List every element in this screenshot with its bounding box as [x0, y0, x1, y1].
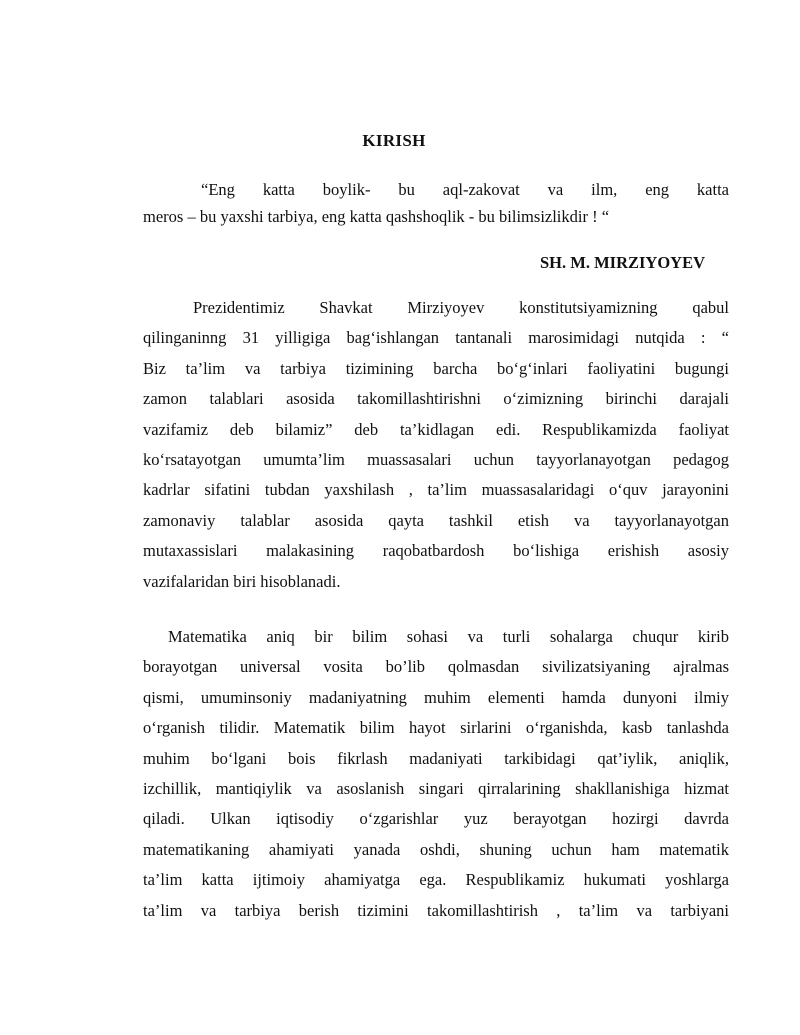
epigraph-line-2: meros – bu yaxshi tarbiya, eng katta qashshoqlik - bu bilimsizlikdir ! “: [143, 207, 610, 226]
paragraph-line: zamonaviy talablar asosida qayta tashkil etish va tayyorlanayotgan: [143, 510, 729, 530]
paragraph-2: [143, 622, 729, 926]
paragraph-line: ta’lim katta ijtimoiy ahamiyatga ega. Respublikamiz hukumati yoshlarga: [143, 870, 729, 890]
paragraph-line: zamon talablari asosida takomillashtirishni o‘zimizning birinchi darajali: [143, 389, 729, 409]
paragraph-line: mutaxassislari malakasining raqobatbardosh bo‘lishiga erishish asosiy: [143, 541, 729, 561]
epigraph-quote: [143, 176, 729, 230]
paragraph-line: Prezidentimiz Shavkat Mirziyoyev konstitutsiyamizning qabul: [193, 298, 729, 317]
paragraph-line: vazifalaridan biri hisoblanadi.: [143, 571, 341, 591]
paragraph-line: matematikaning ahamiyati yanada oshdi, shuning uchun ham matematik: [143, 839, 729, 859]
paragraph-line: muhim bo‘lgani bois fikrlash madaniyati tarkibidagi qat’iylik, aniqlik,: [143, 748, 729, 768]
paragraph-line: ko‘rsatayotgan umumta’lim muassasalari uchun tayyorlanayotgan pedagog: [143, 449, 729, 469]
paragraph-line: kadrlar sifatini tubdan yaxshilash , ta’lim muassasalaridagi o‘quv jarayonini: [143, 480, 729, 500]
paragraph-line: borayotgan universal vosita bo’lib qolmasdan sivilizatsiyaning ajralmas: [143, 657, 729, 677]
paragraph-line: Matematika aniq bir bilim sohasi va turli sohalarga chuqur kirib: [168, 627, 729, 646]
paragraph-line: o‘rganish tilidir. Matematik bilim hayot sirlarini o‘rganishda, kasb tanlashda: [143, 718, 729, 738]
paragraph-line: Biz ta’lim va tarbiya tizimining barcha bo‘g‘inlari faoliyatini bugungi: [143, 358, 729, 378]
paragraph-line: qiladi. Ulkan iqtisodiy o‘zgarishlar yuz berayotgan hozirgi davrda: [143, 809, 729, 829]
epigraph-author: SH. M. MIRZIYOYEV: [539, 253, 705, 272]
paragraph-line: qilinganinng 31 yilligiga bag‘ishlangan tantanali marosimidagi nutqida : “: [143, 328, 729, 348]
paragraph-line: izchillik, mantiqiylik va asoslanish singari qirralarining shakllanishiga hizmat: [143, 778, 729, 798]
paragraph-1: [143, 293, 729, 597]
epigraph-line-1: “Eng katta boylik- bu aql-zakovat va ilm, eng katta: [201, 180, 729, 199]
paragraph-line: ta’lim va tarbiya berish tizimini takomillashtirish , ta’lim va tarbiyani: [143, 900, 729, 920]
paragraph-line: qismi, umuminsoniy madaniyatning muhim elementi hamda dunyoni ilmiy: [143, 687, 729, 707]
page-title: KIRISH: [362, 131, 426, 150]
paragraph-line: vazifamiz deb bilamiz” deb ta’kidlagan edi. Respublikamizda faoliyat: [143, 419, 729, 439]
